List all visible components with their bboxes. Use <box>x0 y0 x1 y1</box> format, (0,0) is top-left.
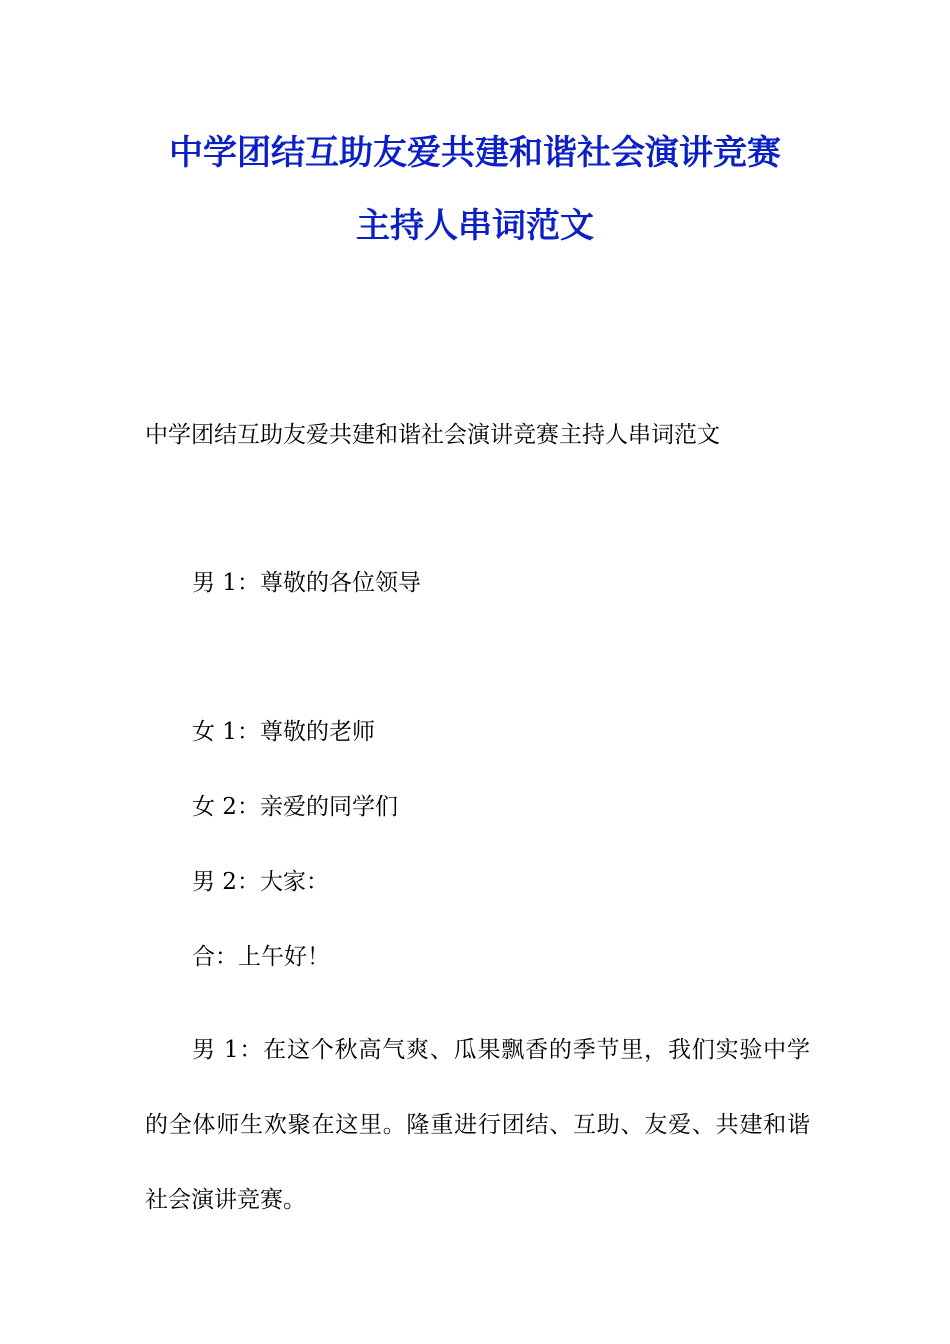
page-title-line-2: 主持人串词范文 <box>356 206 594 246</box>
dialogue-line-together: 合：上午好！ <box>192 944 330 970</box>
page-title-line-1: 中学团结互助友爱共建和谐社会演讲竞赛 <box>169 133 781 173</box>
body-paragraph: 男 1：在这个秋高气爽、瓜果飘香的季节里，我们实验中学的全体师生欢聚在这里。隆重进行团结、互助、友爱、共建和谐社会演讲竞赛。 <box>145 1037 810 1213</box>
dialogue-line-female-1: 女 1：尊敬的老师 <box>192 719 375 745</box>
dialogue-line-male-1: 男 1：尊敬的各位领导 <box>192 570 421 596</box>
document-subtitle: 中学团结互助友爱共建和谐社会演讲竞赛主持人串词范文 <box>145 422 720 448</box>
dialogue-line-female-2: 女 2：亲爱的同学们 <box>192 794 398 820</box>
dialogue-line-male-2: 男 2：大家： <box>192 869 329 895</box>
